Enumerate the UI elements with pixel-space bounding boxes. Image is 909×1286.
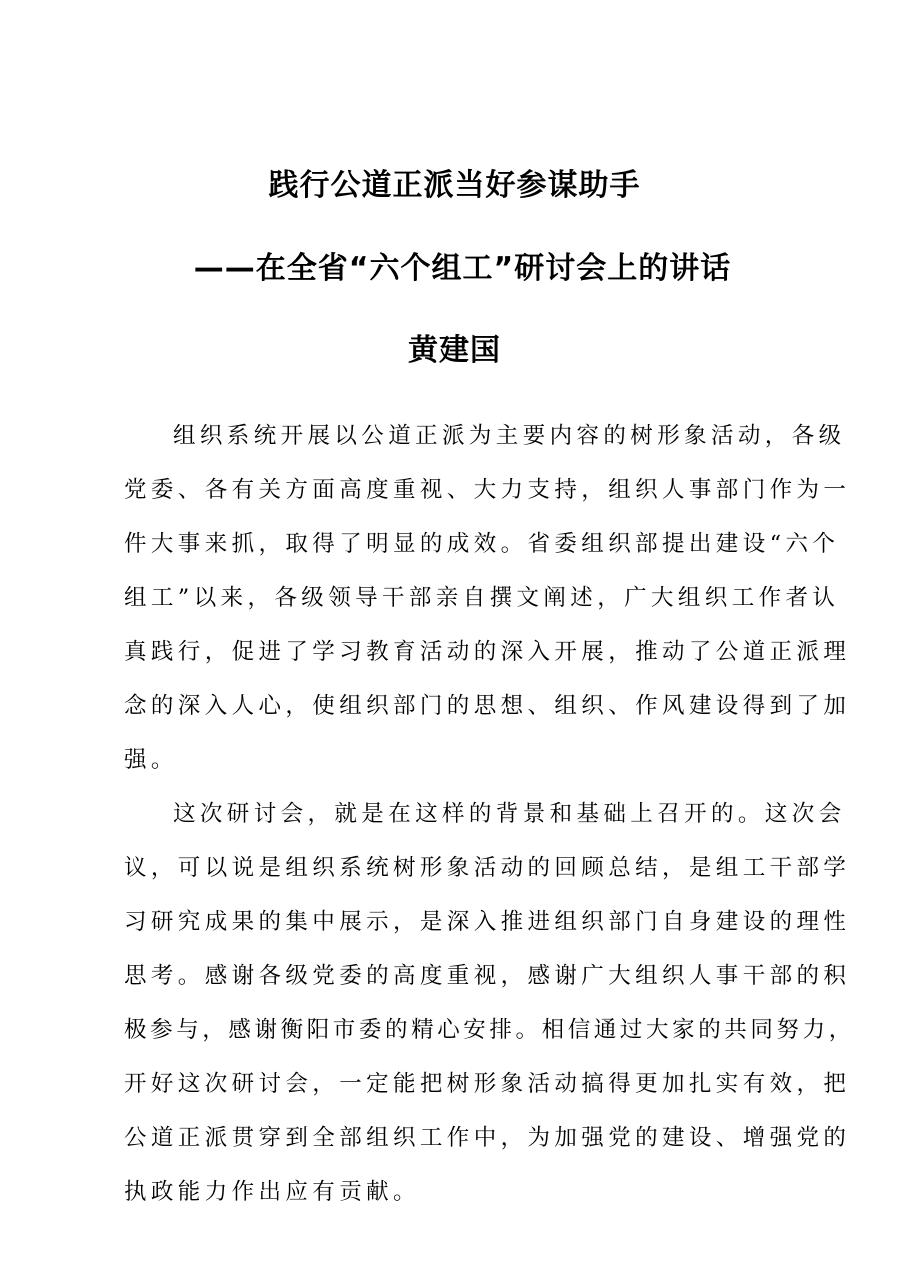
paragraph-line: 开好这次研讨会，一定能把树形象活动搞得更加扎实有效，把 — [124, 1071, 851, 1097]
author-name: 黄建国 — [408, 333, 501, 368]
paragraph-line: 真践行，促进了学习教育活动的深入开展，推动了公道正派理 — [124, 639, 851, 665]
paragraph-2 — [124, 787, 855, 1219]
document-body — [124, 409, 855, 1219]
paragraph-line: 习研究成果的集中展示，是深入推进组织部门自身建设的理性 — [124, 909, 851, 935]
paragraph-line: 组织系统开展以公道正派为主要内容的树形象活动，各级 — [173, 423, 846, 449]
document-subtitle: ——在全省“六个组工”研讨会上的讲话 — [193, 251, 732, 286]
paragraph-line: 党委、各有关方面高度重视、大力支持，组织人事部门作为一 — [124, 477, 851, 503]
paragraph-1 — [124, 409, 851, 787]
paragraph-line: 组工”以来，各级领导干部亲自撰文阐述，广大组织工作者认 — [124, 585, 840, 611]
paragraph-line: 公道正派贯穿到全部组织工作中，为加强党的建设、增强党的 — [124, 1125, 851, 1151]
paragraph-line: 强。 — [124, 747, 178, 773]
paragraph-line: 极参与，感谢衡阳市委的精心安排。相信通过大家的共同努力， — [124, 1017, 855, 1043]
paragraph-line: 执政能力作出应有贡献。 — [124, 1179, 420, 1205]
paragraph-line: 思考。感谢各级党委的高度重视，感谢广大组织人事干部的积 — [124, 963, 851, 989]
paragraph-line: 念的深入人心，使组织部门的思想、组织、作风建设得到了加 — [124, 693, 851, 719]
document-title: 践行公道正派当好参谋助手 — [268, 168, 641, 203]
paragraph-line: 这次研讨会，就是在这样的背景和基础上召开的。这次会 — [173, 801, 846, 827]
paragraph-line: 议，可以说是组织系统树形象活动的回顾总结，是组工干部学 — [124, 855, 851, 881]
paragraph-line: 件大事来抓，取得了明显的成效。省委组织部提出建设“六个 — [124, 531, 840, 557]
